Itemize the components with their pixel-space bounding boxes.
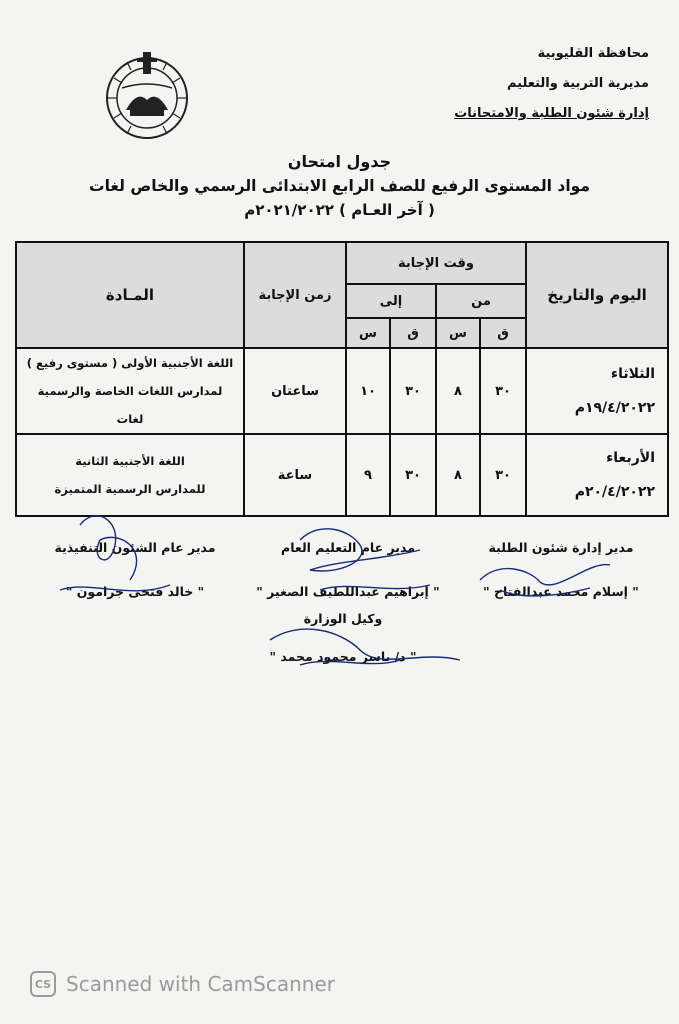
title-block [20, 150, 659, 222]
signature-name: " إبراهيم عبداللطيف الصغير " [256, 584, 440, 599]
exam-schedule-table [15, 241, 669, 517]
to-hour-cell: ١٠ [346, 348, 390, 434]
header-block [409, 42, 649, 132]
signature-name: " د/ ياسر محمود محمد " [269, 649, 417, 664]
to-minute-cell: ٣٠ [390, 434, 436, 516]
signature-role: مدير عام التعليم العام [281, 540, 415, 555]
header-subject: المـادة [16, 242, 244, 348]
header-answer-time: وقت الإجابة [346, 242, 526, 284]
document-title: جدول امتحان [287, 152, 392, 171]
subject-cell [16, 348, 244, 434]
camscanner-icon: CS [30, 971, 56, 997]
table-row [16, 348, 668, 434]
department-label: إدارة شئون الطلبة والامتحانات [454, 106, 649, 121]
from-hour-cell: ٨ [436, 434, 480, 516]
ministry-seal-logo [92, 50, 202, 142]
from-minute-cell: ٣٠ [480, 348, 526, 434]
signature-role: مدير عام الشئون التنفيذية [54, 540, 216, 555]
subject-line-2: لمدارس اللغات الخاصة والرسمية لغات [37, 384, 223, 426]
signature-name: " خالد فتحى جرامون " [65, 584, 205, 599]
to-minute-cell: ٣٠ [390, 348, 436, 434]
header-to-hour: س [346, 318, 390, 348]
day-label: الأربعاء [606, 450, 655, 466]
to-hour-cell: ٩ [346, 434, 390, 516]
duration-cell: ساعة [244, 434, 346, 516]
from-hour-cell: ٨ [436, 348, 480, 434]
duration-cell: ساعتان [244, 348, 346, 434]
from-minute-cell: ٣٠ [480, 434, 526, 516]
signature-role: مدير إدارة شئون الطلبة [488, 540, 634, 555]
signature-role: وكيل الوزارة [303, 611, 383, 626]
header-from: من [436, 284, 526, 318]
table-header-row [16, 242, 668, 284]
signature-name: " إسلام محمد عبدالفتاح " [483, 584, 639, 599]
day-date-cell [526, 348, 668, 434]
header-day-date: اليوم والتاريخ [526, 242, 668, 348]
subject-line-1: اللغة الأجنبية الأولى ( مستوى رفيع ) [26, 356, 234, 370]
governorate-label: محافظة القليوبية [537, 46, 649, 61]
header-from-minute: ق [480, 318, 526, 348]
day-label: الثلاثاء [610, 366, 655, 382]
subject-line-1: اللغة الأجنبية الثانية [75, 454, 185, 468]
header-duration: زمن الإجابة [244, 242, 346, 348]
handwritten-signatures [0, 500, 679, 700]
date-label: ١٩/٤/٢٠٢٢م [574, 400, 655, 416]
date-label: ٢٠/٤/٢٠٢٢م [574, 484, 655, 500]
document-year: ( آخر العـام ) ٢٠٢١/٢٠٢٢م [244, 201, 435, 219]
subject-line-2: للمدارس الرسمية المتميزة [54, 482, 206, 496]
header-from-hour: س [436, 318, 480, 348]
camscanner-text: Scanned with CamScanner [66, 972, 335, 996]
header-to: إلى [346, 284, 436, 318]
document-subtitle: مواد المستوى الرفيع للصف الرابع الابتدائى الرسمي والخاص لغات [89, 177, 590, 195]
directorate-label: مديرية التربية والتعليم [506, 76, 649, 91]
camscanner-watermark [30, 966, 370, 1002]
header-to-minute: ق [390, 318, 436, 348]
